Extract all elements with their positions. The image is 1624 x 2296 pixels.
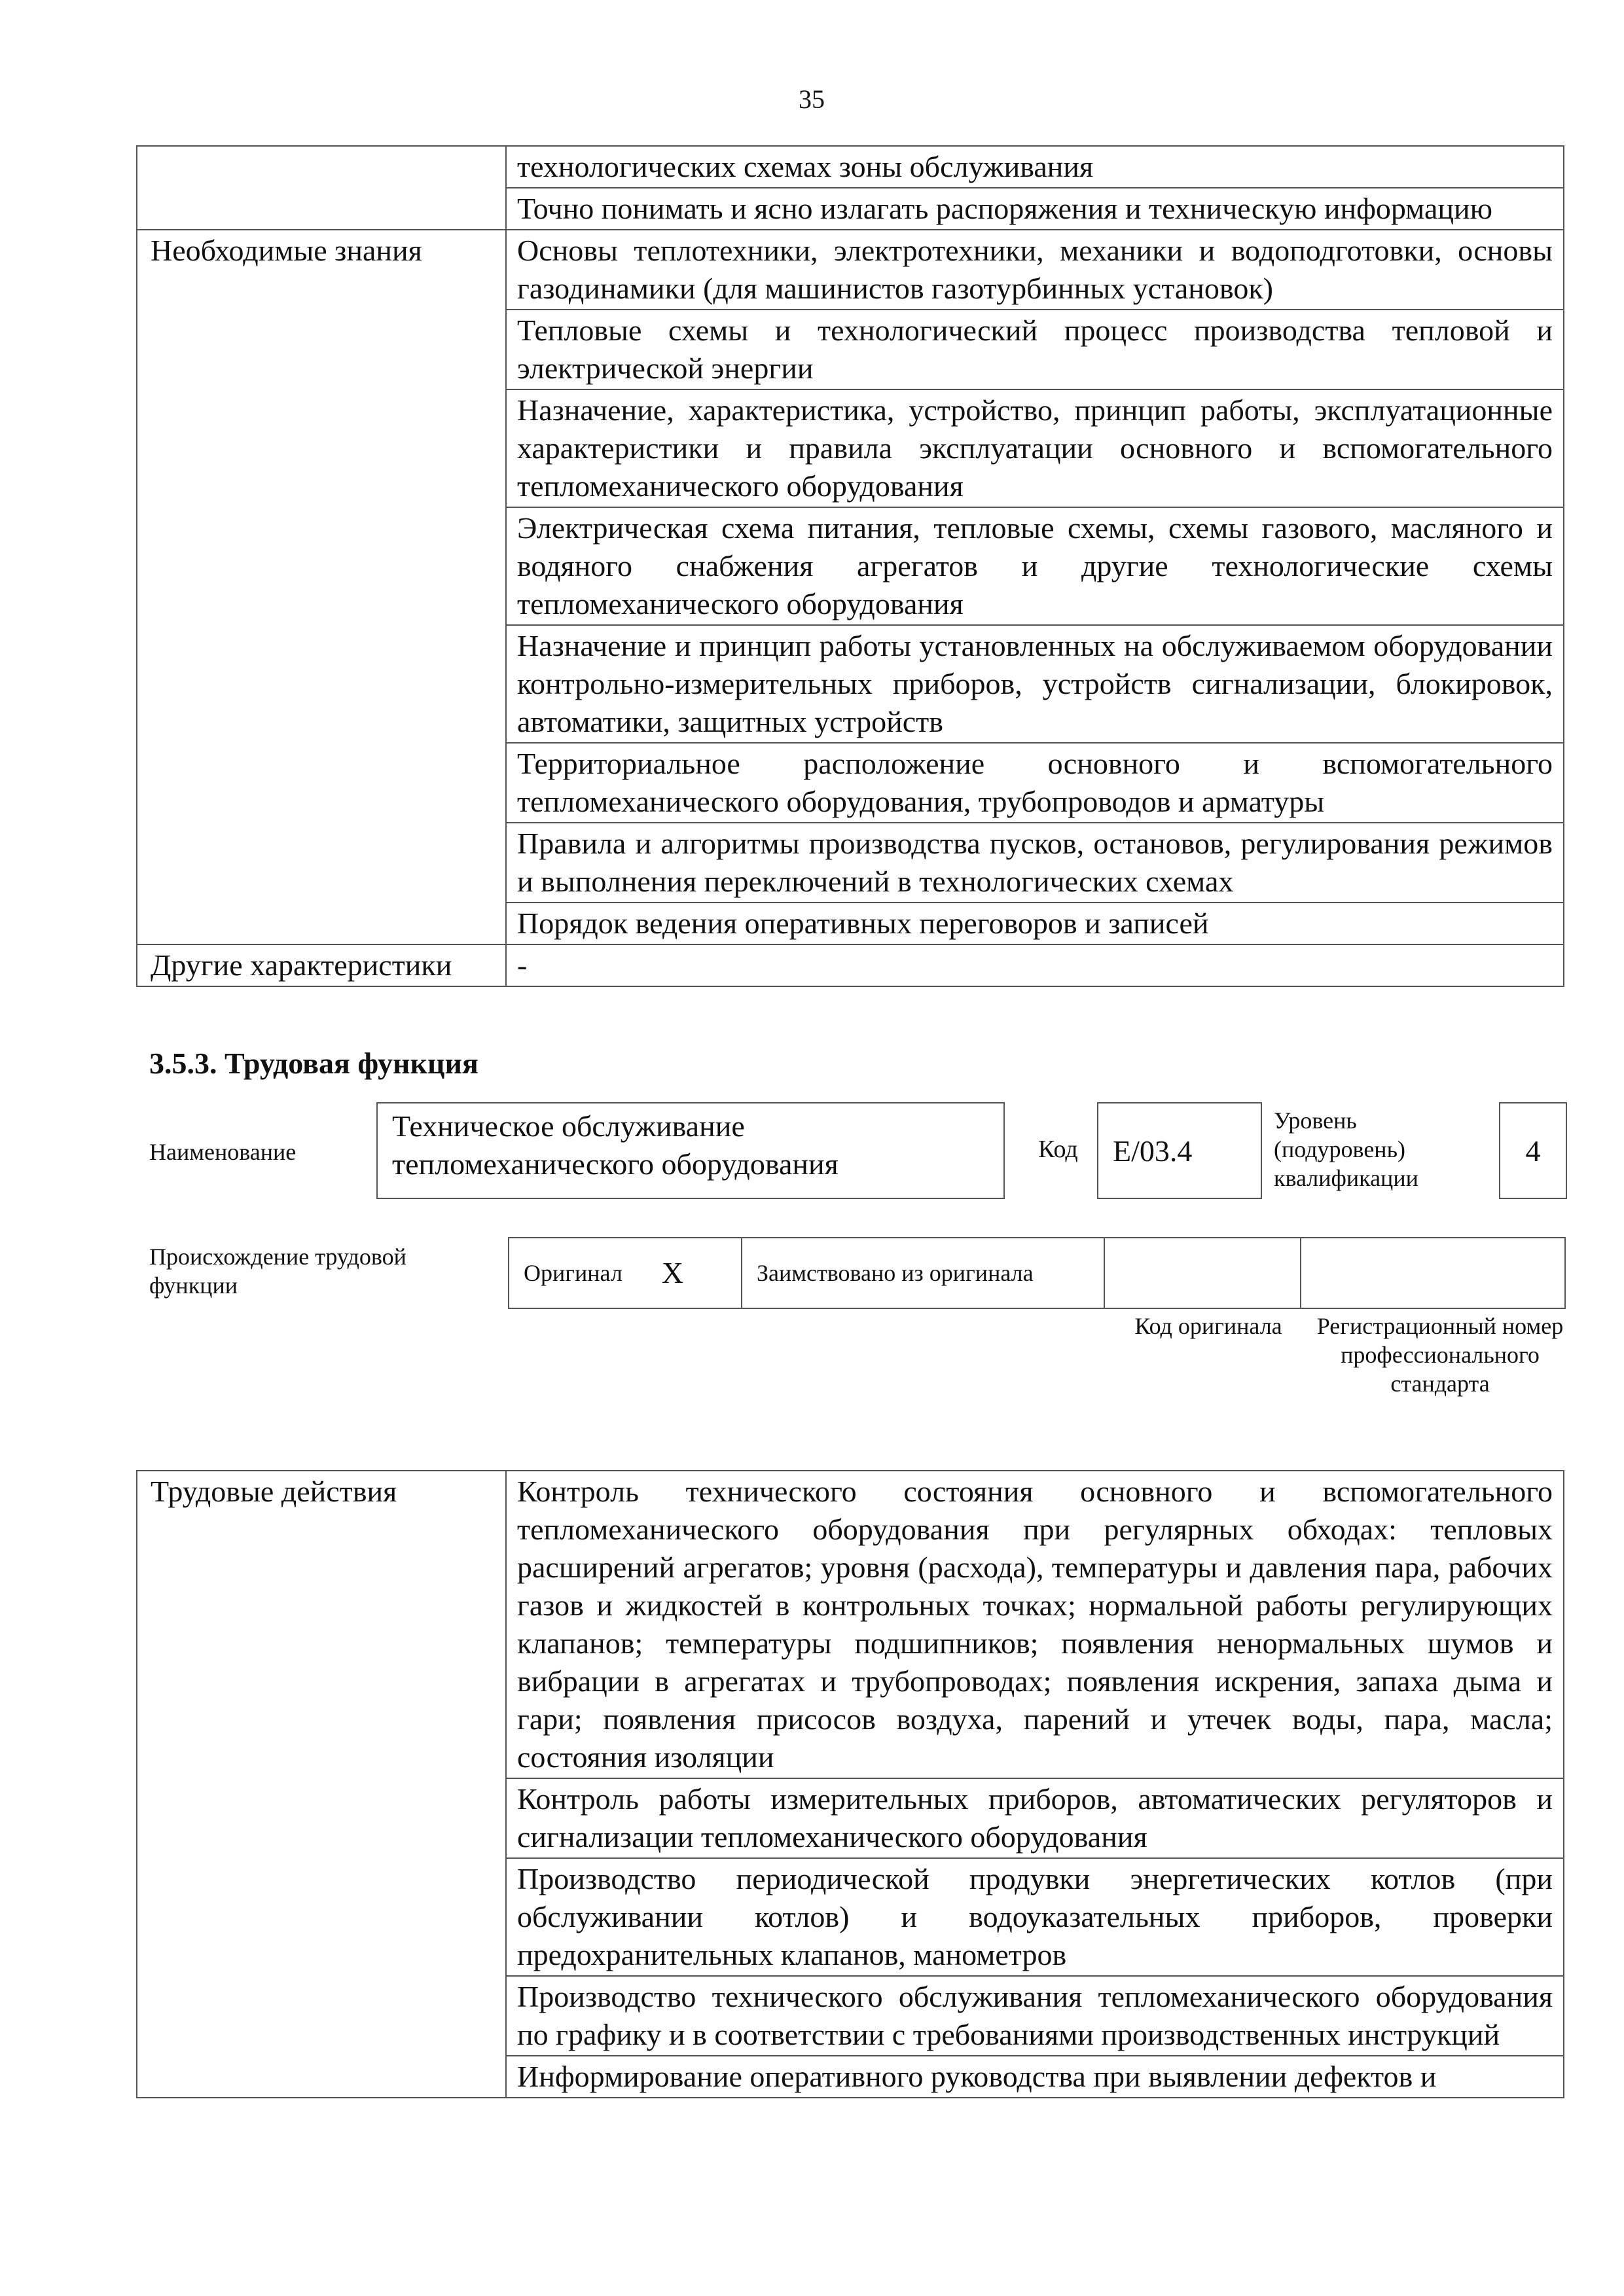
- row-label-labour-actions: Трудовые действия: [137, 1471, 506, 2098]
- origin-reg-cell: [1300, 1237, 1566, 1309]
- caption-registration-number: Регистрационный номер профессионального стандарта: [1316, 1313, 1564, 1397]
- page-number: 35: [799, 84, 825, 114]
- origin-code-cell: [1104, 1237, 1301, 1309]
- table-cell: Точно понимать и ясно излагать распоряжения и техническую информацию: [506, 188, 1564, 230]
- table-cell: Контроль работы измерительных приборов, автоматических регуляторов и сигнализации тепломеханического оборудования: [506, 1778, 1564, 1858]
- table-cell: Информирование оперативного руководства при выявлении дефектов и: [506, 2056, 1564, 2098]
- table-row: [137, 944, 1564, 986]
- table-cell: -: [506, 944, 1564, 986]
- level-label: Уровень (подуровень) квалификации: [1274, 1107, 1418, 1191]
- origin-row: [508, 1237, 1567, 1309]
- name-box: Техническое обслуживание тепломеханического оборудования: [376, 1102, 1005, 1199]
- origin-label: Происхождение трудовой функции: [149, 1244, 406, 1299]
- table-cell: Назначение и принцип работы установленных на обслуживаемом оборудовании контрольно-измерительных приборов, устройств сигнализации, блокировок, автоматики, защитных устройств: [506, 625, 1564, 743]
- row-label-other-characteristics: Другие характеристики: [137, 944, 506, 986]
- table-cell: Правила и алгоритмы производства пусков, остановов, регулирования режимов и выполнения переключений в технологических схемах: [506, 823, 1564, 903]
- table-cell: Контроль технического состояния основного и вспомогательного тепломеханического оборудования при регулярных обходах: тепловых расширений агрегатов; уровня (расхода), температуры и давления пара, рабочих газов и жидкостей в контрольных точках; нормальной работы регулирующих клапанов; температуры подшипников; появления ненормальных шумов и вибрации в агрегатах и трубопроводах; появления искрения, запаха дыма и гари; появления присосов воздуха, парений и утечек воды, пара, масла; состояния изоляции: [506, 1471, 1564, 1778]
- origin-original-label: Оригинал: [524, 1260, 623, 1286]
- table-cell: Электрическая схема питания, тепловые схемы, схемы газового, масляного и водяного снабжения агрегатов и другие технологические схемы тепломеханического оборудования: [506, 507, 1564, 625]
- table-cell: технологических схемах зоны обслуживания: [506, 146, 1564, 188]
- table-cell: Основы теплотехники, электротехники, механики и водоподготовки, основы газодинамики (для машинистов газотурбинных установок): [506, 230, 1564, 310]
- knowledge-table: [136, 145, 1564, 987]
- table-cell: Назначение, характеристика, устройство, принцип работы, эксплуатационные характеристики и правила эксплуатации основного и вспомогательного тепломеханического оборудования: [506, 389, 1564, 507]
- table-cell: Территориальное расположение основного и вспомогательного тепломеханического оборудования, трубопроводов и арматуры: [506, 743, 1564, 823]
- origin-mark: X: [661, 1256, 684, 1289]
- table-row: [137, 1471, 1564, 1778]
- section-heading: 3.5.3. Трудовая функция: [149, 1047, 478, 1080]
- labour-actions-table: [136, 1470, 1564, 2098]
- table-row: [137, 146, 1564, 188]
- table-cell: Производство технического обслуживания тепломеханического оборудования по графику и в соответствии с требованиями производственных инструкций: [506, 1976, 1564, 2056]
- origin-borrowed-cell: [741, 1237, 1105, 1309]
- row-label: [137, 146, 506, 230]
- table-cell: Производство периодической продувки энергетических котлов (при обслуживании котлов) и водоуказательных приборов, проверки предохранительных клапанов, манометров: [506, 1858, 1564, 1976]
- level-box: 4: [1499, 1102, 1567, 1199]
- table-row: [137, 230, 1564, 310]
- name-label: Наименование: [149, 1139, 297, 1165]
- origin-borrowed-label: Заимствовано из оригинала: [757, 1260, 1034, 1286]
- origin-original-cell: [508, 1237, 742, 1309]
- caption-original-code: Код оригинала: [1134, 1313, 1282, 1339]
- table-cell: Тепловые схемы и технологический процесс производства тепловой и электрической энергии: [506, 310, 1564, 389]
- row-label-required-knowledge: Необходимые знания: [137, 230, 506, 944]
- code-label: Код: [1038, 1136, 1078, 1163]
- code-box: E/03.4: [1097, 1102, 1262, 1199]
- table-cell: Порядок ведения оперативных переговоров и записей: [506, 903, 1564, 944]
